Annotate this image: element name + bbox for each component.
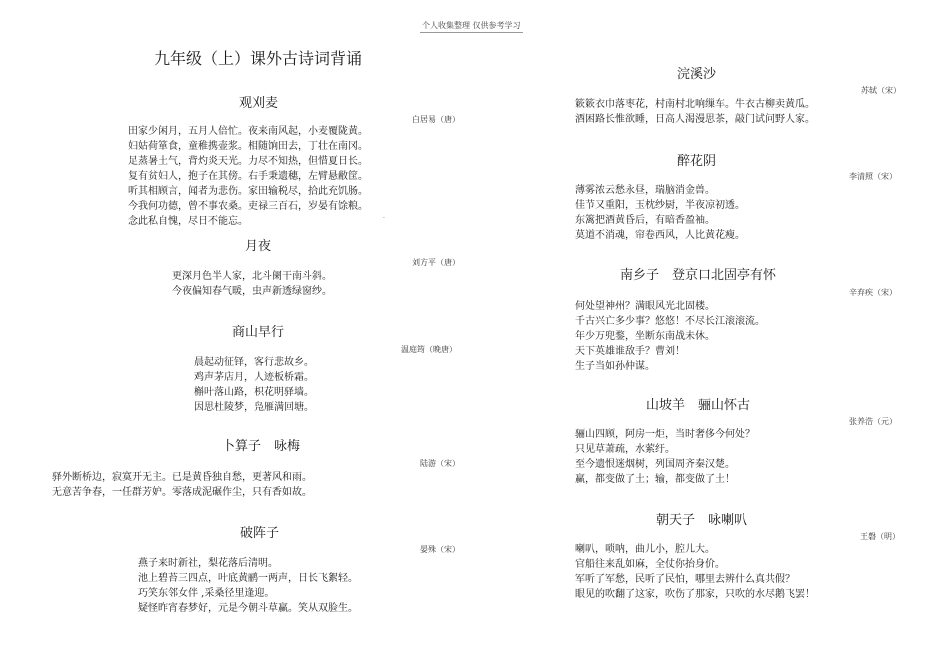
poem-line: 生子当如孙仲谋。: [575, 361, 655, 372]
poem-line: 今夜偏知春气暖，虫声新透绿窗纱。: [172, 286, 332, 297]
poem-body: [575, 299, 765, 374]
poem-line: 佳节又重阳，玉枕纱厨，半夜凉初透。: [575, 200, 745, 211]
poem-line: 足蒸暑土气，背灼炎天光。力尽不知热，但惜夏日长。: [128, 156, 368, 167]
poem-line: 驿外断桥边，寂寞开无主。已是黄昏独自愁，更著风和雨。: [52, 472, 312, 483]
poem-line: 酒困路长惟欲睡，日高人渴漫思茶，敲门试问野人家。: [575, 114, 815, 125]
poem-author: 陆游（宋）: [420, 459, 460, 468]
poem-body: [128, 124, 368, 229]
poem-author: 王磐（明）: [860, 532, 900, 541]
poem-line: 复有贫妇人，抱子在其傍。右手秉遗穗，左臂悬敝筐。: [128, 171, 368, 182]
poem-body: [172, 269, 332, 299]
poem-body: [575, 97, 815, 127]
poem-line: 薄雾浓云愁永昼，瑞脑消金兽。: [575, 185, 715, 196]
poem-line: 巧笑东邻女伴 ,采桑径里逢迎。: [138, 588, 275, 599]
poem-line: 何处望神州？满眼风光北固楼。: [575, 301, 715, 312]
page-header: 个人收集整理 仅供参考学习: [420, 20, 523, 33]
poem-author: 晏殊（宋）: [420, 545, 460, 554]
poem-line: 喇叭，唢呐，曲儿小，腔儿大。: [575, 544, 715, 555]
poem-line: 槲叶落山路，枳花明驿墙。: [194, 387, 314, 398]
poem-line: 天下英雄谁敌手？曹刘！: [575, 346, 685, 357]
poem-line: 燕子来时新社，梨花落后清明。: [138, 558, 278, 569]
poem-line: 莫道不消魂，帘卷西风，人比黄花瘦。: [575, 230, 745, 241]
poem-title: 月夜: [245, 239, 272, 254]
poem-author: 苏轼（宋）: [861, 86, 901, 95]
poem-title: 浣溪沙: [677, 67, 717, 82]
poem-body: [194, 355, 314, 415]
poem-body: [138, 556, 358, 616]
poem-title: 醉花阴: [677, 154, 717, 169]
poem-line: 念此私自愧，尽日不能忘。: [128, 216, 248, 227]
poem-body: [575, 542, 815, 602]
poem-line: 鸡声茅店月，人迹板桥霜。: [194, 372, 314, 383]
poem-line: 池上碧苔三四点，叶底黄鹂一两声，日长飞絮轻。: [138, 573, 358, 584]
poem-title: 山坡羊 骊山怀古: [646, 398, 751, 413]
poem-line: 眼见的吹翻了这家，吹伤了那家，只吹的水尽鹅飞罢！: [575, 589, 815, 600]
poem-line: 妇姑荷箪食，童稚携壶浆。相随饷田去，丁壮在南冈。: [128, 141, 368, 152]
poem-line: 军听了军愁，民听了民怕，哪里去辨什么真共假？: [575, 574, 795, 585]
poem-line: 年少万兜鍪，坐断东南战未休。: [575, 331, 715, 342]
poem-line: 晨起动征铎，客行悲故乡。: [194, 357, 314, 368]
poem-line: 无意苦争春，一任群芳妒。零落成泥碾作尘，只有香如故。: [52, 487, 312, 498]
document-title: 九年级（上）课外古诗词背诵: [154, 49, 363, 68]
poem-line: 官船往来乱如麻，全仗你抬身价。: [575, 559, 725, 570]
poem-body: [575, 427, 755, 487]
poem-title: 破阵子: [240, 526, 280, 541]
poem-title: 南乡子 登京口北固亭有怀: [620, 268, 777, 283]
poem-body: [575, 183, 745, 243]
poem-line: 至今遗恨迷烟树，列国周齐秦汉楚。: [575, 459, 735, 470]
poem-body: [52, 470, 312, 500]
poem-author: 刘方平（唐）: [412, 258, 460, 267]
poem-line: 更深月色半人家，北斗阑干南斗斜。: [172, 271, 332, 282]
poem-author: 温庭筠（晚唐）: [401, 345, 457, 354]
poem-title: 卜算子 咏梅: [222, 439, 301, 454]
poem-line: 田家少闲月，五月人倍忙。夜来南风起，小麦覆陇黄。: [128, 126, 368, 137]
poem-line: 听其相顾言，闻者为悲伤。家田输税尽，拾此充饥肠。: [128, 186, 368, 197]
poem-line: 只见草萧疏，水萦纡。: [575, 444, 675, 455]
poem-line: 今我何功德，曾不事农桑。吏禄三百石，岁晏有馀粮。: [128, 201, 368, 212]
poem-line: 因思杜陵梦，凫雁满回塘。: [194, 402, 314, 413]
poem-line: 千古兴亡多少事？悠悠！不尽长江滚滚流。: [575, 316, 765, 327]
poem-line: 赢，都变做了土；输，都变做了土！: [575, 474, 735, 485]
stray-mark: ·: [383, 215, 385, 222]
poem-line: 骊山四顾，阿房一炬，当时奢侈今何处？: [575, 429, 755, 440]
poem-line: 东篱把酒黄昏后，有暗香盈袖。: [575, 215, 715, 226]
poem-author: 张养浩（元）: [849, 417, 897, 426]
poem-title: 观刈麦: [239, 96, 279, 111]
poem-title: 商山早行: [232, 325, 285, 340]
poem-title: 朝天子 咏喇叭: [656, 513, 748, 528]
poem-author: 白居易（唐）: [412, 115, 460, 124]
poem-line: 疑怪昨宵春梦好，元是今朝斗草赢。笑从双脸生。: [138, 603, 358, 614]
poem-line: 簌簌衣巾落枣花，村南村北响缫车。牛衣古柳卖黄瓜。: [575, 99, 815, 110]
poem-author: 李清照（宋）: [849, 172, 897, 181]
poem-author: 辛弃疾（宋）: [849, 288, 897, 297]
